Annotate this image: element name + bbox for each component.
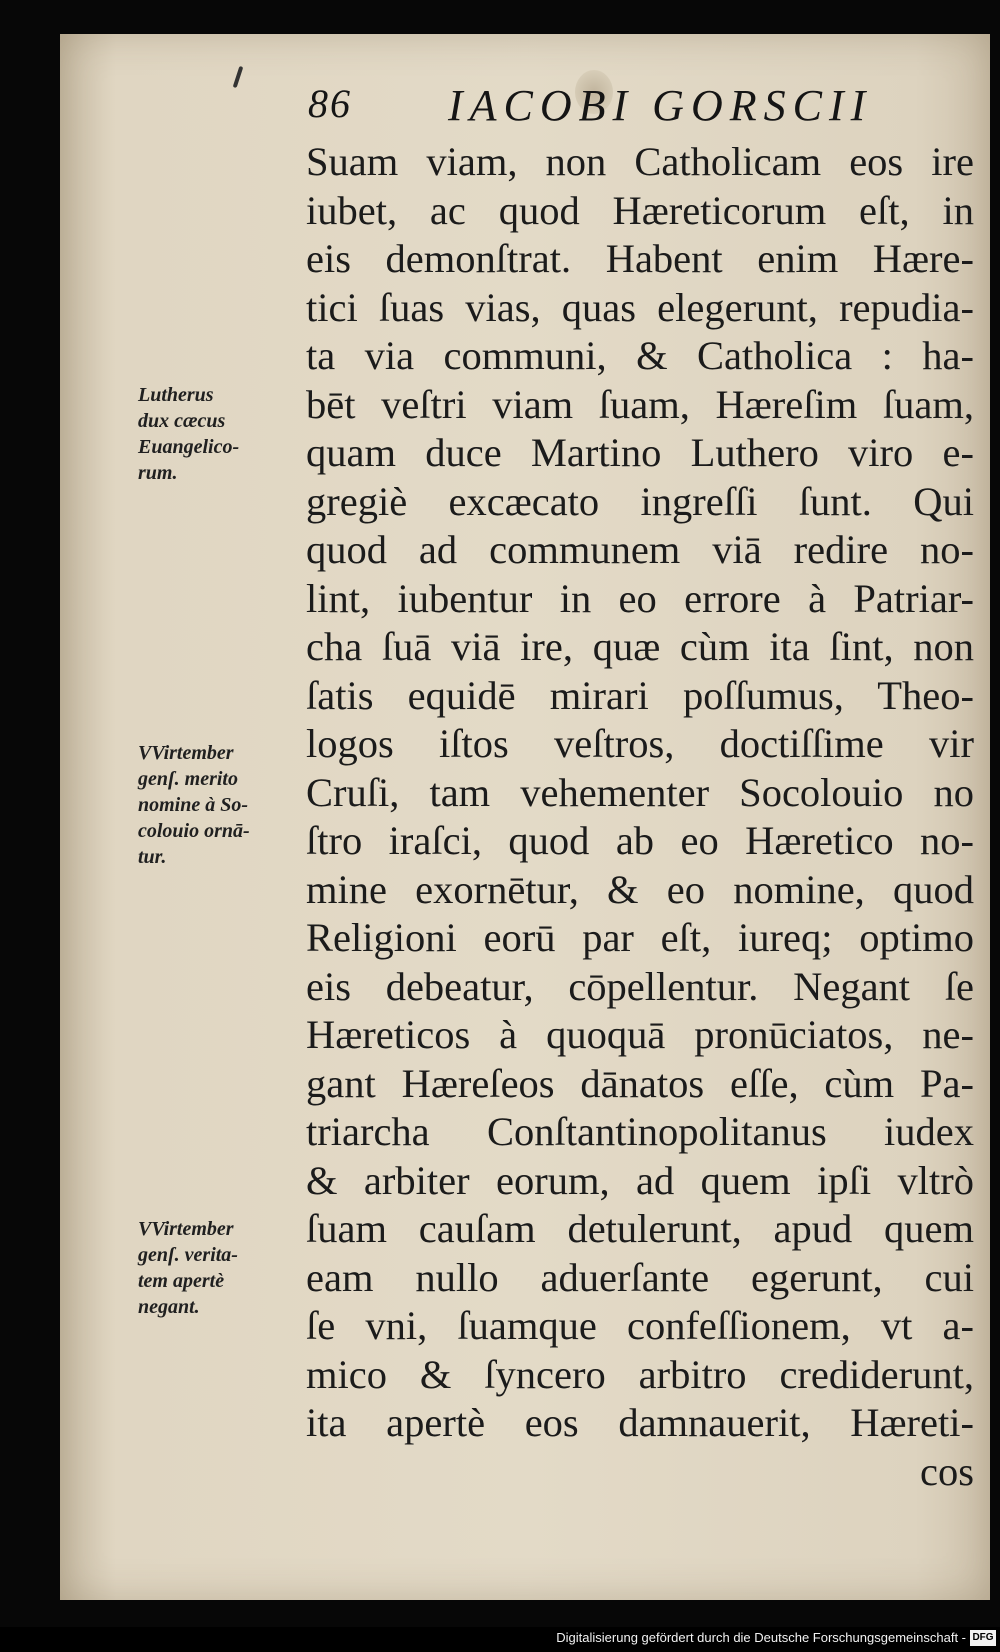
text-line: Cruſi, tam vehementer Socolouio no <box>306 769 974 815</box>
marginal-line: rum. <box>138 462 178 484</box>
text-line: iubet, ac quod Hæreticorum eſt, in <box>306 187 974 233</box>
text-line: Suam viam, non Catholicam eos ire <box>306 139 974 184</box>
marginal-note-lutherus <box>138 382 298 486</box>
text-line: Religioni eorū par eſt, iureq; optimo <box>306 915 974 960</box>
text-line: triarcha Conſtantinopolitanus iudex <box>306 1109 974 1154</box>
text-line: mine exornētur, & eo nomine, quod <box>306 866 974 912</box>
marginal-note-veritatem <box>138 1216 298 1320</box>
folio-number: 86 <box>308 81 352 126</box>
text-line: cha ſuā viā ire, quæ cùm ita ſint, non <box>306 624 974 669</box>
text-line: Hæreticos à quoquā pronūciatos, ne- <box>306 1012 974 1057</box>
text-line: cos <box>920 1448 974 1494</box>
marginal-line: tur. <box>138 846 167 868</box>
text-line: ſtro iraſci, quod ab eo Hæretico no- <box>306 818 974 863</box>
marginal-note-socolouio <box>138 740 298 870</box>
text-line: ſatis equidē mirari poſſumus, Theo- <box>306 672 974 718</box>
marginal-line: VVirtember <box>138 742 234 764</box>
marginal-line: colouio ornā- <box>138 820 250 842</box>
marginal-line: tem apertè <box>138 1270 225 1292</box>
running-title: IACOBI GORSCII <box>448 81 873 130</box>
marginal-line: Euangelico- <box>138 436 240 458</box>
marginal-line: nomine à So- <box>138 794 249 816</box>
text-line: quod ad communem viā redire no- <box>306 527 974 572</box>
body-text <box>306 138 974 1496</box>
page-header <box>308 80 908 140</box>
text-line: logos iſtos veſtros, doctiſſime vir <box>306 721 974 766</box>
text-line: ſe vni, ſuamque confeſſionem, vt a- <box>306 1303 974 1348</box>
funding-credit: Digitalisierung gefördert durch die Deutsche Forschungsgemeinschaft - <box>556 1630 966 1645</box>
text-line: tici ſuas vias, quas elegerunt, repudia- <box>306 284 974 330</box>
text-line: eis demonſtrat. Habent enim Hære- <box>306 236 974 281</box>
dfg-logo: DFG <box>970 1630 996 1646</box>
marginal-line: genſ. verita- <box>138 1244 238 1266</box>
text-line: mico & ſyncero arbitro crediderunt, <box>306 1351 974 1397</box>
text-line: ſuam cauſam detulerunt, apud quem <box>306 1206 974 1251</box>
text-line: bēt veſtri viam ſuam, Hæreſim ſuam, <box>306 381 974 427</box>
text-line: eis debeatur, cōpellentur. Negant ſe <box>306 963 974 1009</box>
text-line: gant Hæreſeos dānatos eſſe, cùm Pa- <box>306 1060 974 1106</box>
marginal-line: negant. <box>138 1296 200 1318</box>
marginal-line: genſ. merito <box>138 768 238 790</box>
text-line: quam duce Martino Luthero viro e- <box>306 430 974 475</box>
text-line: ita apertè eos damnauerit, Hæreti- <box>306 1400 974 1445</box>
marginal-line: dux cæcus <box>138 410 226 432</box>
marginal-line: Lutherus <box>138 384 214 406</box>
text-line: ta via communi, & Catholica : ha- <box>306 333 974 378</box>
text-line: & arbiter eorum, ad quem ipſi vltrò <box>306 1157 974 1203</box>
text-line: gregiè excæcato ingreſſi ſunt. Qui <box>306 478 974 524</box>
marginal-line: VVirtember <box>138 1218 234 1240</box>
text-line: eam nullo aduerſante egerunt, cui <box>306 1254 974 1300</box>
text-line: lint, iubentur in eo errore à Patriar- <box>306 575 974 621</box>
